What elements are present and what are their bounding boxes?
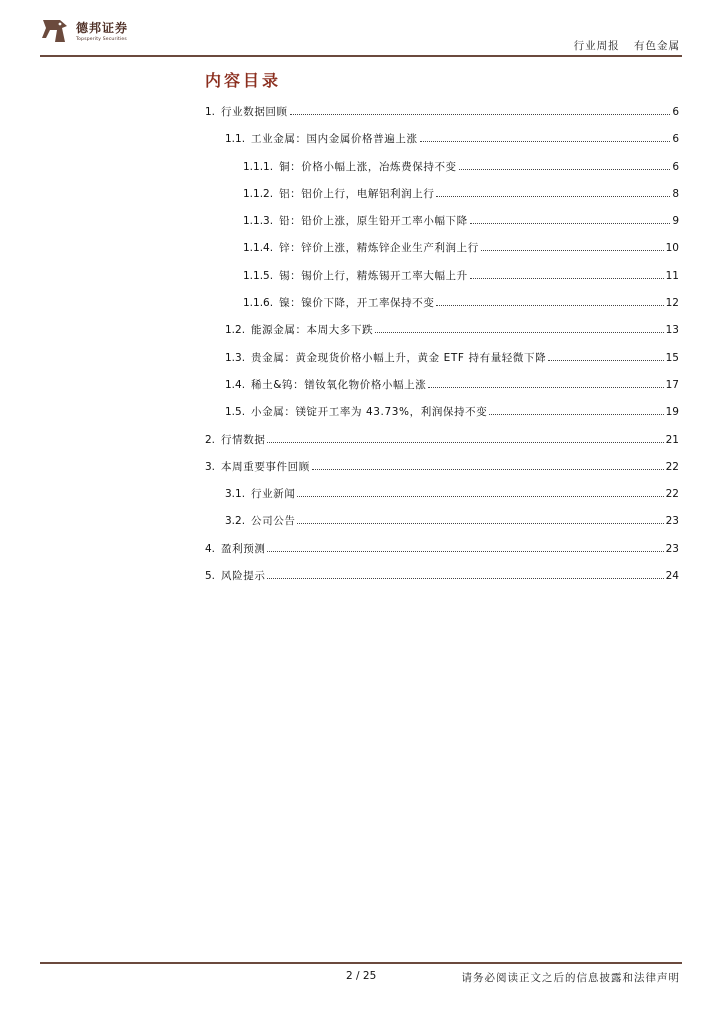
toc-title: 内容目录 — [205, 71, 282, 90]
toc-entry-number: 1. — [205, 106, 216, 118]
toc-entry-number: 1.4. — [225, 378, 246, 391]
toc-leader-dots — [470, 223, 671, 224]
toc-entry-number: 3.2. — [225, 515, 246, 528]
toc-leader-dots — [312, 469, 664, 470]
toc-entry-page: 21 — [665, 433, 679, 446]
toc-leader-dots — [267, 442, 663, 443]
disclaimer-note: 请务必阅读正文之后的信息披露和法律声明 — [461, 972, 680, 984]
toc-entry[interactable] — [205, 240, 679, 267]
toc-leader-dots — [420, 141, 671, 142]
toc-entry-page: 12 — [665, 297, 679, 310]
toc-entry-page: 8 — [672, 187, 679, 200]
toc-leader-dots — [470, 278, 664, 279]
company-logo — [40, 16, 200, 48]
toc-entry-number: 1.1.1. — [243, 160, 274, 173]
toc-entry-page: 6 — [672, 106, 679, 118]
toc-entry-number: 1.1.2. — [243, 187, 274, 200]
toc-entry[interactable] — [205, 268, 679, 295]
toc-entry[interactable] — [205, 322, 679, 349]
toc-entry-text: 稀土&钨：镨钕氧化物价格小幅上涨 — [251, 378, 427, 391]
toc-leader-dots — [267, 551, 663, 552]
toc-entry-number: 1.1.6. — [243, 297, 274, 310]
toc-entry-number: 1.1.4. — [243, 242, 274, 255]
toc-entry-text: 锌：锌价上涨，精炼锌企业生产利润上行 — [279, 242, 479, 255]
toc-entry-text: 小金属：镁锭开工率为 43.73%，利润保持不变 — [251, 406, 488, 419]
toc-entry-text: 公司公告 — [251, 515, 296, 528]
toc-entry-number: 1.2. — [225, 324, 246, 337]
toc-leader-dots — [297, 523, 663, 524]
company-name-cn: 德邦证券 — [76, 21, 129, 35]
toc-entry-text: 铅：铅价上涨，原生铅开工率小幅下降 — [279, 215, 468, 228]
toc-leader-dots — [489, 414, 663, 415]
toc-entry-page: 6 — [672, 160, 679, 173]
toc-entry[interactable] — [205, 377, 679, 404]
toc-entry-page: 19 — [665, 406, 679, 419]
toc-leader-dots — [428, 387, 663, 388]
toc-entry[interactable] — [205, 104, 679, 131]
toc-entry-page: 6 — [672, 133, 679, 146]
toc-entry-page: 11 — [665, 269, 679, 282]
toc-entry-text: 行业数据回顾 — [221, 106, 288, 118]
toc-leader-dots — [290, 114, 671, 115]
toc-entry-text: 锡：锡价上行，精炼锡开工率大幅上升 — [279, 269, 468, 282]
toc-leader-dots — [481, 250, 664, 251]
company-logo-icon — [40, 16, 70, 46]
toc-entry[interactable] — [205, 159, 679, 186]
toc-entry-page: 15 — [665, 351, 679, 364]
toc-entry-number: 1.5. — [225, 406, 246, 419]
toc-entry-page: 23 — [665, 542, 679, 555]
table-of-contents — [205, 104, 679, 595]
toc-entry[interactable] — [205, 568, 679, 595]
toc-entry-number: 1.1. — [225, 133, 246, 146]
toc-entry-page: 24 — [665, 570, 679, 583]
toc-leader-dots — [436, 196, 670, 197]
page-indicator: 2 / 25 — [346, 970, 377, 982]
toc-entry[interactable] — [205, 131, 679, 158]
toc-entry[interactable] — [205, 459, 679, 486]
toc-entry-text: 盈利预测 — [221, 542, 266, 555]
toc-entry-number: 3. — [205, 460, 216, 473]
toc-entry-page: 17 — [665, 378, 679, 391]
toc-entry[interactable] — [205, 513, 679, 540]
toc-entry-text: 能源金属：本周大多下跌 — [251, 324, 374, 337]
header-divider — [40, 55, 682, 57]
toc-entry-number: 1.3. — [225, 351, 246, 364]
company-name-en: Topsperity Securities — [76, 37, 127, 42]
toc-entry-number: 2. — [205, 433, 216, 446]
report-type: 行业周报 — [573, 40, 620, 52]
toc-entry-page: 22 — [665, 488, 679, 501]
toc-entry[interactable] — [205, 486, 679, 513]
toc-entry-text: 工业金属：国内金属价格普遍上涨 — [251, 133, 418, 146]
toc-entry[interactable] — [205, 432, 679, 459]
toc-entry[interactable] — [205, 541, 679, 568]
toc-leader-dots — [297, 496, 663, 497]
toc-leader-dots — [375, 332, 663, 333]
toc-entry-page: 10 — [665, 242, 679, 255]
toc-entry-text: 行业新闻 — [251, 488, 296, 501]
toc-entry[interactable] — [205, 350, 679, 377]
toc-entry[interactable] — [205, 186, 679, 213]
toc-entry-text: 本周重要事件回顾 — [221, 460, 310, 473]
toc-entry-number: 5. — [205, 570, 216, 583]
toc-entry[interactable] — [205, 295, 679, 322]
report-header — [574, 38, 680, 53]
toc-leader-dots — [459, 169, 671, 170]
toc-entry-text: 行情数据 — [221, 433, 266, 446]
toc-leader-dots — [548, 360, 663, 361]
toc-entry-page: 22 — [665, 460, 679, 473]
toc-entry-page: 13 — [665, 324, 679, 337]
toc-leader-dots — [267, 578, 663, 579]
toc-entry-number: 1.1.5. — [243, 269, 274, 282]
toc-entry[interactable] — [205, 213, 679, 240]
toc-entry-number: 3.1. — [225, 488, 246, 501]
toc-entry-text: 镍：镍价下降，开工率保持不变 — [279, 297, 435, 310]
toc-entry-page: 9 — [672, 215, 679, 228]
report-sector: 有色金属 — [634, 40, 680, 52]
footer-divider — [40, 962, 682, 964]
toc-leader-dots — [436, 305, 663, 306]
toc-entry-text: 铜：价格小幅上涨，冶炼费保持不变 — [279, 160, 457, 173]
toc-entry-number: 4. — [205, 542, 216, 555]
toc-entry-text: 铝：铝价上行，电解铝利润上行 — [279, 187, 435, 200]
toc-entry-page: 23 — [665, 515, 679, 528]
toc-entry-text: 风险提示 — [221, 570, 266, 583]
toc-entry[interactable] — [205, 404, 679, 431]
toc-entry-text: 贵金属：黄金现货价格小幅上升，黄金 ETF 持有量轻微下降 — [251, 351, 547, 364]
toc-entry-number: 1.1.3. — [243, 215, 274, 228]
